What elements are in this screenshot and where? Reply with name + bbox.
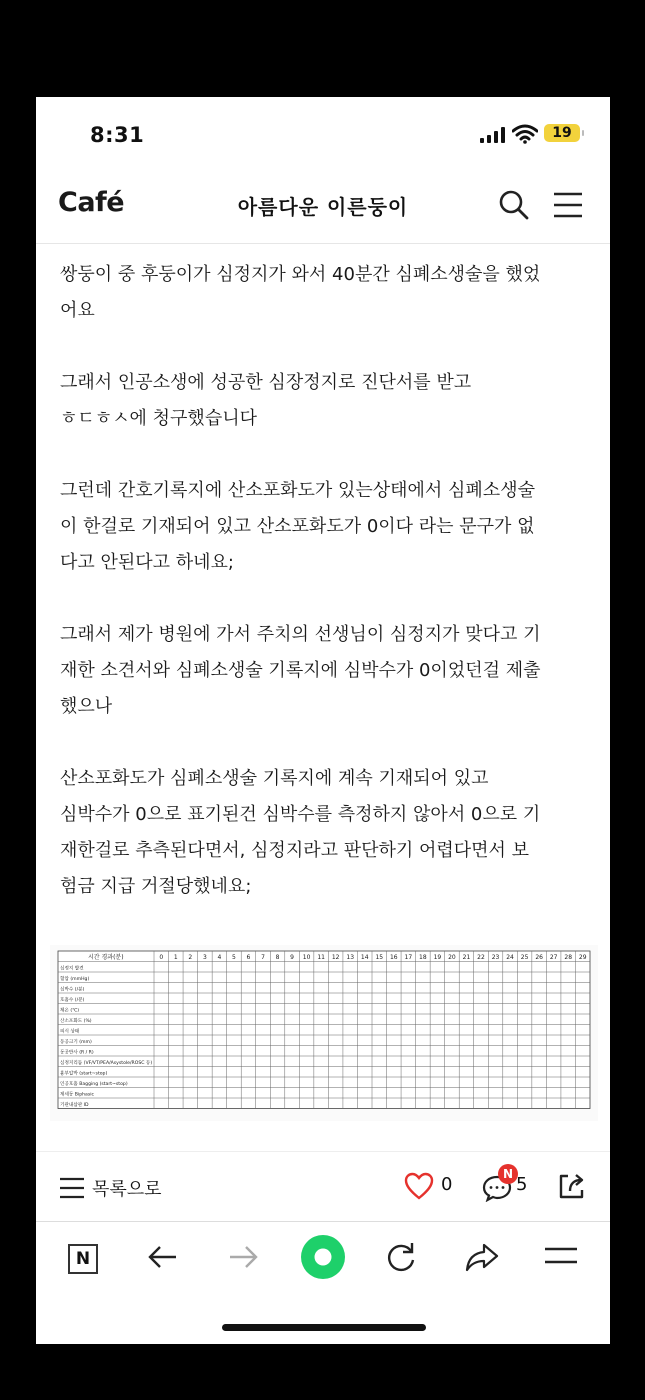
hamburger-menu-icon[interactable]	[552, 191, 584, 219]
share-icon[interactable]	[556, 1170, 588, 1202]
column-header: 29	[578, 954, 587, 961]
back-arrow-icon[interactable]	[146, 1240, 180, 1274]
column-header: 23	[491, 954, 500, 961]
column-header: 8	[275, 954, 280, 961]
column-header: 16	[389, 954, 398, 961]
cafe-title[interactable]: 아름다운 이른둥이	[237, 195, 409, 219]
wifi-icon	[512, 124, 538, 144]
naver-n-label: N	[75, 1249, 91, 1269]
column-header: 17	[404, 954, 413, 961]
back-to-list-label: 목록으로	[92, 1179, 162, 1200]
row-label: 동공반사 (R / R)	[60, 1050, 94, 1056]
column-header: 15	[375, 954, 384, 961]
column-header: 22	[477, 954, 485, 961]
battery-indicator: 19	[544, 124, 580, 142]
refresh-icon[interactable]	[384, 1240, 418, 1274]
column-header: 13	[346, 954, 355, 961]
column-header: 11	[317, 954, 325, 961]
column-header: 20	[448, 954, 456, 961]
column-header: 9	[290, 954, 294, 961]
column-header: 24	[506, 954, 514, 961]
column-header: 7	[261, 954, 265, 961]
column-header: 26	[535, 954, 543, 961]
signal-icon	[480, 127, 506, 143]
post-paragraph: 그래서 제가 병원에 가서 주치의 선생님이 심정지가 맞다고 기 재한 소견서와 심폐소생술 기록지에 심박수가 0이었던걸 제출 했으나	[60, 624, 541, 717]
column-header: 21	[462, 954, 471, 961]
row-label: 심박수 (/분)	[60, 987, 85, 993]
column-header: 12	[331, 954, 340, 961]
column-header: 27	[549, 954, 558, 961]
home-indicator	[222, 1324, 426, 1331]
app-header	[36, 173, 610, 244]
row-label: 인공호흡 Bagging (start~stop)	[60, 1082, 128, 1087]
green-dot-icon[interactable]	[300, 1234, 346, 1280]
row-label: 심정지리듬 (VF/VT/PEA/Asystole/ROSC 등)	[60, 1061, 153, 1066]
column-header: 1	[173, 954, 178, 961]
status-bar	[36, 97, 610, 173]
forward-arrow-icon[interactable]	[226, 1240, 260, 1274]
column-header: 19	[433, 954, 442, 961]
post-paragraph: 그래서 인공소생에 성공한 심장정지로 진단서를 받고 ㅎㄷㅎㅅ에 청구했습니다	[60, 372, 472, 429]
naver-home-button[interactable]	[68, 1244, 98, 1274]
row-label: 의식 상태	[60, 1029, 80, 1035]
row-label: 심정지 발견	[60, 966, 84, 972]
column-header: 10	[302, 954, 311, 961]
row-label: 기관내삽관 ID	[60, 1103, 89, 1108]
list-icon	[60, 1177, 84, 1199]
column-header: 4	[217, 954, 222, 961]
column-header: 5	[232, 954, 236, 961]
column-header: 6	[246, 954, 251, 961]
column-header: 3	[202, 954, 207, 961]
row-label: 산소포화도 (%)	[60, 1019, 92, 1024]
row-label: 동공크기 (mm)	[60, 1040, 92, 1045]
attached-cpr-record-image[interactable]	[50, 945, 598, 1121]
comment-count: 5	[516, 1174, 528, 1195]
column-header: 2	[188, 954, 193, 961]
post-paragraph: 산소포화도가 심폐소생술 기록지에 계속 기재되어 있고 심박수가 0으로 표기된건 심박수를 측정하지 않아서 0으로 기 재한걸로 추측된다면서, 심정지라고 판단하기 어렵다면서 보 험금 지급 거절당했네요;	[60, 768, 541, 897]
status-time: 8:31	[90, 123, 145, 147]
post-body	[60, 257, 588, 941]
cpr-record-table	[50, 945, 598, 1121]
row-label: 체온 (℃)	[60, 1008, 80, 1014]
column-header: 14	[360, 954, 369, 961]
row-label: 호흡수 (/분)	[60, 998, 85, 1003]
heart-icon[interactable]	[404, 1172, 434, 1200]
post-action-bar	[36, 1151, 610, 1222]
post-paragraph: 쌍둥이 중 후둥이가 심정지가 와서 40분간 심폐소생술을 했었 어요	[60, 264, 541, 321]
phone-screen	[36, 97, 610, 1344]
column-header: 28	[564, 954, 573, 961]
share-arrow-icon[interactable]	[464, 1240, 500, 1274]
row-label: 혈압 (mmHg)	[60, 977, 90, 982]
column-header: 0	[159, 954, 164, 961]
row-label: 흉부압박 (start~stop)	[60, 1071, 108, 1077]
cafe-logo[interactable]: Café	[58, 187, 125, 218]
search-icon[interactable]	[498, 189, 530, 221]
browser-menu-icon[interactable]	[544, 1246, 578, 1266]
new-comment-badge: N	[498, 1164, 518, 1184]
column-header: 25	[520, 954, 529, 961]
browser-toolbar	[36, 1221, 610, 1298]
like-count: 0	[441, 1174, 453, 1195]
post-paragraph: 그런데 간호기록지에 산소포화도가 있는상태에서 심폐소생술 이 한걸로 기재되어 있고 산소포화도가 0이다 라는 문구가 없 다고 안된다고 하네요;	[60, 480, 535, 573]
row-label: 제세동 Biphasic	[60, 1092, 95, 1098]
time-header: 시간 경과(분)	[88, 954, 124, 961]
column-header: 18	[419, 954, 427, 961]
